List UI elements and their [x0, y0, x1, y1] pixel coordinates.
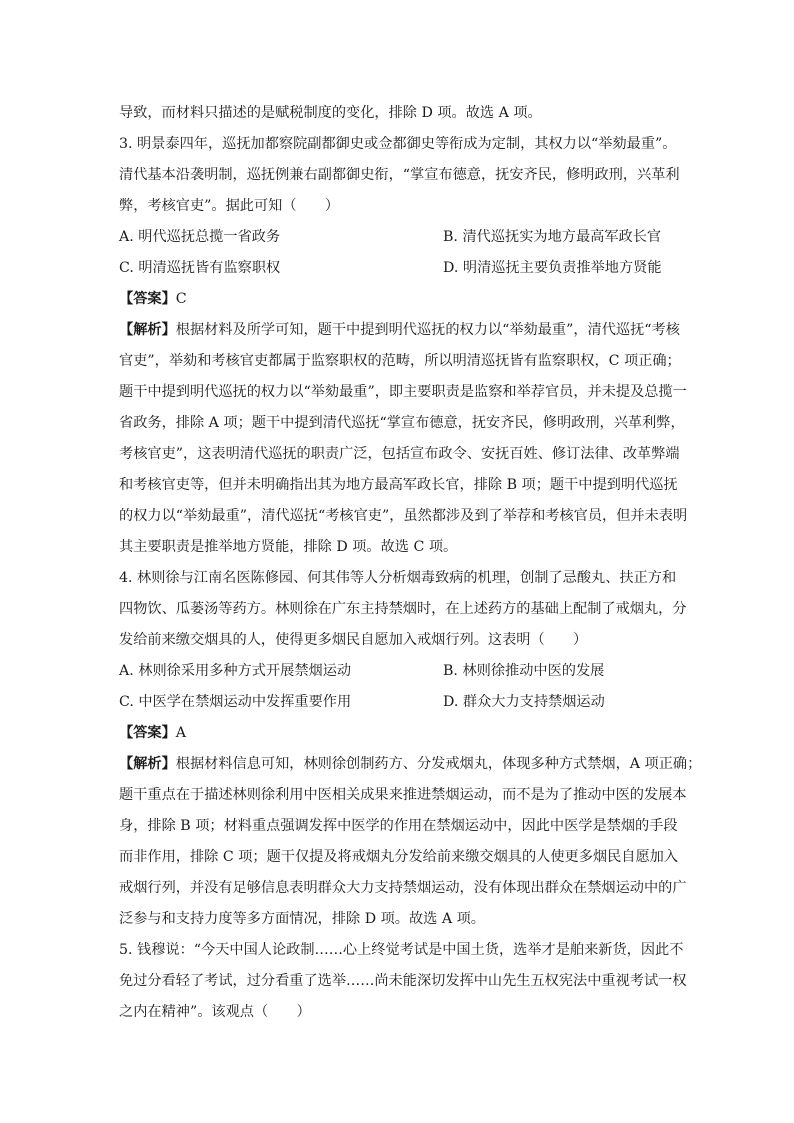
answer-tag: 【答案】	[119, 291, 176, 307]
text-line: 其主要职责是推举地方贤能，排除 D 项。故选 C 项。	[119, 539, 458, 555]
analysis-text: 根据材料信息可知，林则徐创制药方、分发戒烟丸，体现多种方式禁烟，A 项正确；	[175, 756, 702, 772]
text-line: 清代基本沿袭明制，巡抚例兼右副都御史衔，“掌宣布德意，抚安齐民，修明政刑，兴革利	[119, 167, 680, 183]
question-4-stem: 4. 林则徐与江南名医陈修园、何其伟等人分析烟毒致病的机理，创制了忌酸丸、扶正方和	[119, 570, 677, 586]
text-line: 题干中提到明代巡抚的权力以“举劾最重”，即主要职责是监察和举荐官员，并未提及总揽一	[119, 384, 687, 400]
q4-option-a: A. 林则徐采用多种方式开展禁烟运动	[119, 663, 352, 679]
text-line: 戒烟行列，并没有足够信息表明群众大力支持禁烟运动，没有体现出群众在禁烟运动中的广	[119, 880, 687, 896]
text-line: 而非作用，排除 C 项；题干仅提及将戒烟丸分发给前来缴交烟具的人使更多烟民自愿加入	[119, 849, 679, 865]
text-line: 四物饮、瓜蒌汤等药方。林则徐在广东主持禁烟时，在上述药方的基础上配制了戒烟丸，分	[119, 601, 687, 617]
answer-value: C	[175, 291, 187, 307]
q4-option-d: D. 群众大力支持禁烟运动	[443, 694, 605, 710]
text-line: 题干重点在于描述林则徐利用中医相关成果来推进禁烟运动，而不是为了推动中医的发展本	[119, 787, 687, 803]
question-3-stem: 3. 明景泰四年，巡抚加都察院副都御史或佥都御史等衔成为定制，其权力以“举劾最重”。	[119, 136, 677, 152]
q3-option-a: A. 明代巡抚总揽一省政务	[119, 229, 281, 245]
q3-option-b: B. 清代巡抚实为地方最高军政长官	[443, 229, 662, 245]
q4-analysis	[119, 754, 701, 774]
q4-option-c: C. 中医学在禁烟运动中发挥重要作用	[119, 694, 352, 710]
q3-answer	[119, 289, 187, 309]
answer-tag: 【答案】	[119, 725, 176, 741]
text-line: 考核官吏”，这表明清代巡抚的职责广泛，包括宣布政令、安抚百姓、修订法律、改革弊端	[119, 446, 680, 462]
text-line: 免过分看轻了考试，过分看重了选举……尚未能深切发挥中山先生五权宪法中重视考试一权	[119, 973, 687, 989]
text-line: 和考核官吏等，但并未明确指出其为地方最高军政长官，排除 B 项；题干中提到明代巡抚	[119, 477, 678, 493]
text-line: 导致，而材料只描述的是赋税制度的变化，排除 D 项。故选 A 项。	[119, 105, 542, 121]
question-5-stem: 5. 钱穆说：“今天中国人论政制……心上终觉考试是中国土货，选举才是舶来新货，因此不	[119, 942, 684, 958]
text-line: 泛参与和支持力度等多方面情况，排除 D 项。故选 A 项。	[119, 911, 485, 927]
text-line: 弊，考核官吏”。据此可知（ ）	[119, 198, 340, 214]
text-line: 之内在精神”。该观点（ ）	[119, 1004, 311, 1020]
analysis-text: 根据材料及所学可知，题干中提到明代巡抚的权力以“举劾最重”，清代巡抚“考核	[175, 322, 680, 338]
text-line: 身，排除 B 项；材料重点强调发挥中医学的作用在禁烟运动中，因此中医学是禁烟的手段	[119, 818, 678, 834]
answer-value: A	[175, 725, 187, 741]
q3-option-c: C. 明清巡抚皆有监察职权	[119, 260, 281, 276]
text-line: 发给前来缴交烟具的人，使得更多烟民自愿加入戒烟行列。这表明（ ）	[119, 632, 588, 648]
text-line: 省政务，排除 A 项；题干中提到清代巡抚“掌宣布德意，抚安齐民，修明政刑，兴革利弊，	[119, 415, 685, 431]
text-line: 官吏”，举劾和考核官吏都属于监察职权的范畴，所以明清巡抚皆有监察职权，C 项正确；	[119, 353, 681, 369]
q3-option-d: D. 明清巡抚主要负责推举地方贤能	[443, 260, 662, 276]
q4-option-b: B. 林则徐推动中医的发展	[443, 663, 605, 679]
text-line: 的权力以“举劾最重”，清代巡抚“考核官吏”，虽然都涉及到了举荐和考核官员，但并未表明	[119, 508, 688, 524]
q3-analysis	[119, 320, 680, 340]
q4-answer	[119, 723, 186, 743]
analysis-tag: 【解析】	[119, 322, 176, 338]
analysis-tag: 【解析】	[119, 756, 176, 772]
